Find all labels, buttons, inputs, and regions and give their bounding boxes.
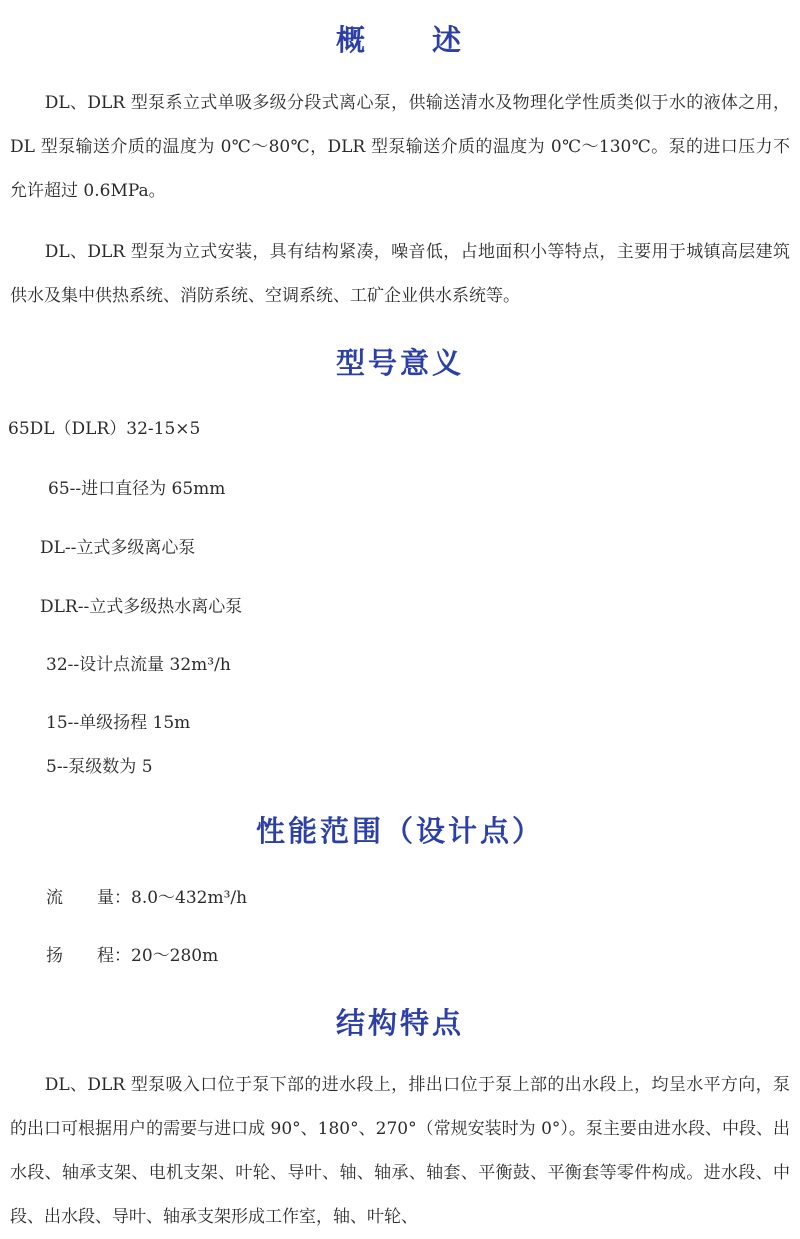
flow-label: 流 量： <box>46 888 131 908</box>
model-item-dl: DL--立式多级离心泵 <box>40 538 196 558</box>
head-label: 扬 程： <box>46 946 131 966</box>
overview-title: 概 述 <box>335 23 464 57</box>
performance-flow <box>46 883 247 908</box>
model-item-head: 15--单级扬程 15m <box>46 713 191 733</box>
overview-paragraph-1: DL、DLR 型泵系立式单吸多级分段式离心泵，供输送清水及物理化学性质类似于水的液体之用，DL 型泵输送介质的温度为 0℃～80℃，DLR 型泵输送介质的温度为 0℃～130℃。泵的进口压力不允许超过 0.6MPa。 <box>10 93 790 201</box>
model-item-flow: 32--设计点流量 32m³/h <box>46 655 231 675</box>
model-item-stages: 5--泵级数为 5 <box>46 757 153 777</box>
model-meaning-title: 型号意义 <box>335 346 464 380</box>
performance-head <box>46 941 218 966</box>
model-item-inlet: 65--进口直径为 65mm <box>48 479 226 499</box>
structure-paragraph: DL、DLR 型泵吸入口位于泵下部的进水段上，排出口位于泵上部的出水段上，均呈水平方向，泵的出口可根据用户的需要与进口成 90°、180°、270°（常规安装时为 0°）。泵主要由进水段、中段、出水段、轴承支架、电机支架、叶轮、导叶、轴、轴承、轴套、平衡鼓、平衡套等零件构成。进水段、中段、出水段、导叶、轴承支架形成工作室，轴、叶轮、 <box>10 1075 790 1227</box>
flow-value: 8.0～432m³/h <box>131 888 248 908</box>
structure-title: 结构特点 <box>335 1006 464 1040</box>
performance-title: 性能范围（设计点） <box>255 814 544 848</box>
model-code: 65DL（DLR）32-15×5 <box>8 419 201 439</box>
model-item-dlr: DLR--立式多级热水离心泵 <box>40 597 243 617</box>
head-value: 20～280m <box>131 946 219 966</box>
overview-paragraph-2: DL、DLR 型泵为立式安装，具有结构紧凑，噪音低，占地面积小等特点，主要用于城镇高层建筑供水及集中供热系统、消防系统、空调系统、工矿企业供水系统等。 <box>10 242 790 306</box>
